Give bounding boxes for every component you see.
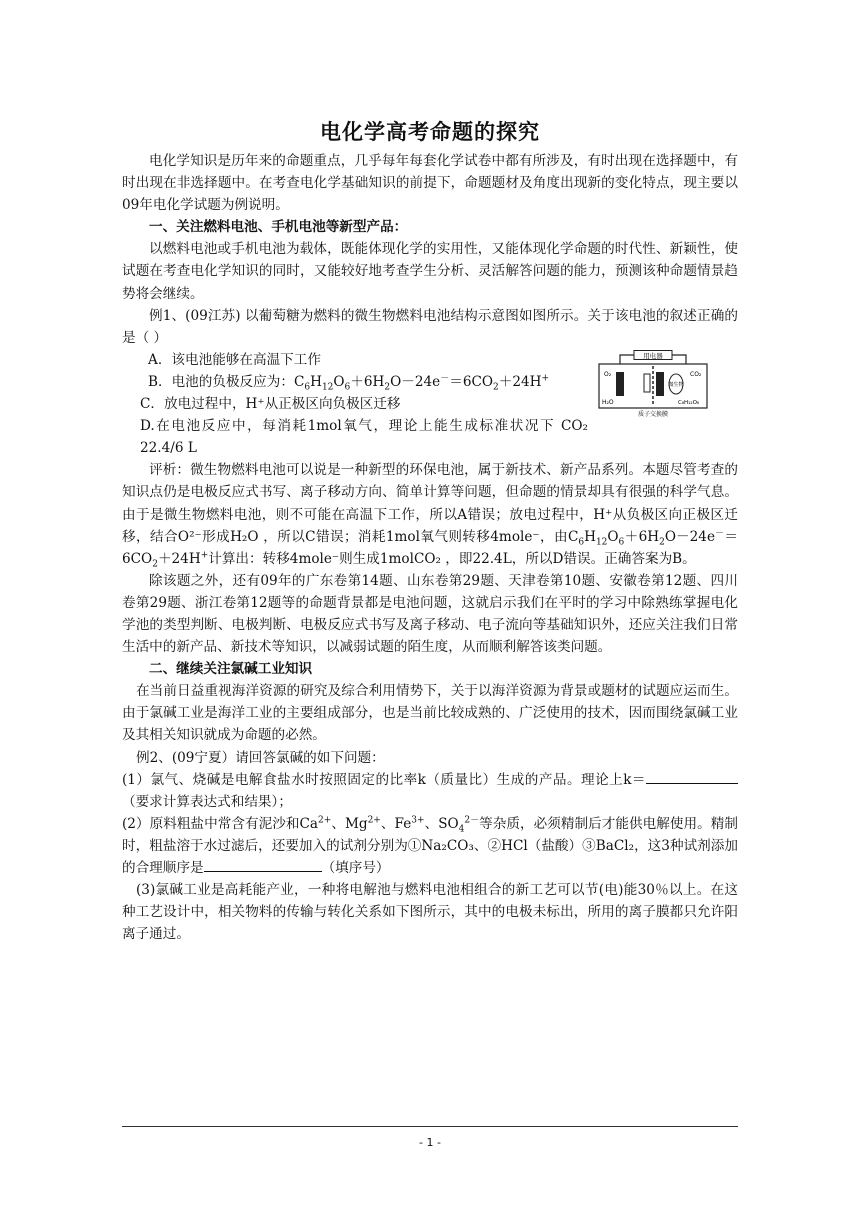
fuel-cell-diagram bbox=[598, 350, 708, 418]
question-2-text-b: 等杂质，必须精制后才能供电解使用。精制时，粗盐溶于水过滤后，还要加入的试剂分别为①Na₂CO₃、②HCl（盐酸）③BaCl₂，这3种试剂添加的合理顺序是 bbox=[122, 815, 739, 876]
option-d: D.在电池反应中，每消耗1mol氧气，理论上能生成标准状况下 CO₂ 22.4/6 L bbox=[140, 418, 588, 457]
section1-heading: 一、关注燃料电池、手机电池等新型产品： bbox=[149, 219, 408, 236]
impurity-ions: $Ca^{2+}$、$Mg^{2+}$、$Fe^{3+}$、$SO_4^{2-}$ bbox=[299, 815, 480, 835]
document-body bbox=[122, 150, 738, 945]
left-electrode bbox=[616, 372, 624, 396]
analysis-part-1: 评析：微生物燃料电池可以说是一种新型的环保电池，属于新技术、新产品系列。本题尽管考查的知识点仍是电极反应式书写、离子移动方向、简单计算等问题，但命题的情景却具有很强的科学气息。由于是微生物燃料电池，则不可能在高温下工作，所以A错误；放电过程中，H⁺从负极区向正极区迁移，结合O²⁻形成H₂O ，所以C错误；消耗1mol氧气则转移4mole⁻，由 bbox=[122, 462, 738, 545]
answer-blank-1 bbox=[646, 769, 738, 784]
option-b-prefix: B．电池的负极反应为： bbox=[148, 373, 294, 390]
question-2-note: （填序号） bbox=[321, 860, 390, 876]
right-bottom-label: C₆H₁₂O₆ bbox=[678, 400, 700, 406]
question-1-note: （要求计算表达式和结果）； bbox=[122, 793, 292, 810]
intro-paragraph: 电化学知识是历年来的命题重点，几乎每年每套化学试卷中都有所涉及，有时出现在选择题中，有时出现在非选择题中。在考查电化学基础知识的前提下，命题题材及角度出现新的变化特点，现主要以09年电化学试题为例说明。 bbox=[122, 153, 738, 214]
section2-heading: 二、继续关注氯碱工业知识 bbox=[149, 661, 313, 678]
section1-closing: 除该题之外，还有09年的广东卷第14题、山东卷第29题、天津卷第10题、安徽卷第12题、四川卷第29题、浙江卷第12题等的命题背景都是电池问题，这就启示我们在平时的学习中除熟练掌握电化学池的类型判断、电极判断、电极反应式书写及离子移动、电子流向等基础知识外，还应关注我们日常生活中的新产品、新技术等知识，以减弱试题的陌生度，从而顺利解答该类问题。 bbox=[122, 572, 738, 656]
right-electrode bbox=[656, 372, 664, 396]
analysis-paragraph bbox=[122, 459, 738, 569]
example2-question: 例2、(09宁夏）请回答氯碱的如下问题： bbox=[136, 749, 385, 766]
document-title: 电化学高考命题的探究 bbox=[320, 120, 540, 144]
option-b-equation: $C_6H_{12}O_6+6H_2O-24e^-=6CO_2+24H^+$ bbox=[293, 373, 550, 393]
membrane-label: 质子交换膜 bbox=[637, 411, 669, 418]
question-3: (3)氯碱工业是高耗能产业，一种将电解池与燃料电池相组合的新工艺可以节(电)能30％以上。在这种工艺设计中，相关物料的传输与转化关系如下图所示，其中的电极未标出，所用的离子膜都只允许阳离子通过。 bbox=[122, 882, 738, 943]
page-number: - 1 - bbox=[419, 1136, 441, 1149]
microbe-label: 微生物 bbox=[668, 382, 684, 388]
option-c: C．放电过程中，H⁺从正极区向负极区迁移 bbox=[140, 396, 401, 413]
load-label: 用电器 bbox=[643, 352, 663, 360]
option-a: A．该电池能够在高温下工作 bbox=[148, 351, 321, 368]
left-gas-label: O₂ bbox=[604, 371, 612, 378]
answer-blank-2 bbox=[204, 857, 322, 872]
right-gas-label: CO₂ bbox=[690, 371, 702, 378]
example1-question: 例1、(09江苏) 以葡萄糖为燃料的微生物燃料电池结构示意图如图所示。关于该电池的叙述正确的是（ ） bbox=[122, 307, 738, 346]
question-2-text-a: (2）原料粗盐中常含有泥沙和 bbox=[122, 815, 300, 832]
section2-paragraph: 在当前日益重视海洋资源的研究及综合利用情势下，关于以海洋资源为背景或题材的试题应运而生。由于氯碱工业是海洋工业的主要组成部分，也是当前比较成熟的、广泛使用的技术，因而围绕氯碱工业及其相关知识就成为命题的必然。 bbox=[122, 683, 738, 744]
analysis-equation: $C_6H_{12}O_6+6H_2O-24e^-=6CO_2+24H^+$ bbox=[122, 528, 738, 570]
analysis-part-2: 计算出：转移4mole⁻则生成1molCO₂ ，即22.4L，所以D错误。正确答案为B。 bbox=[208, 550, 696, 567]
footer-divider bbox=[122, 1126, 738, 1127]
section1-paragraph: 以燃料电池或手机电池为载体，既能体现化学的实用性，又能体现化学命题的时代性、新颖性，使试题在考查电化学知识的同时，又能较好地考查学生分析、灵活解答问题的能力，预测该种命题情景趋势将会继续。 bbox=[122, 241, 738, 302]
left-bottom-label: H₂O bbox=[602, 399, 614, 406]
question-1-text: (1）氯气、烧碱是电解食盐水时按照固定的比率k（质量比）生成的产品。理论上k＝ bbox=[122, 771, 646, 788]
question-1 bbox=[122, 769, 738, 813]
question-2 bbox=[122, 813, 738, 879]
